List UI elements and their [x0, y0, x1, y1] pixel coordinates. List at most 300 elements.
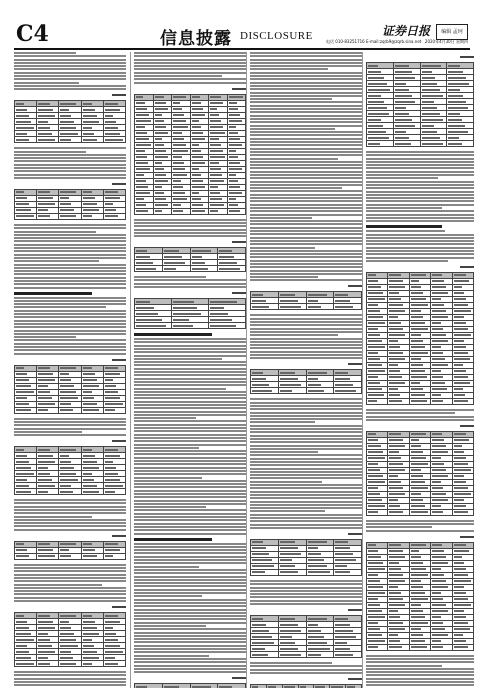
- table-cell: [447, 141, 474, 147]
- text-line: [134, 658, 246, 660]
- text-line: [250, 603, 362, 605]
- text-line: [134, 523, 246, 525]
- text-line: [250, 402, 362, 404]
- text-line: [366, 409, 474, 411]
- text-line: [250, 527, 362, 529]
- table-cell: [59, 489, 81, 495]
- text-line: [14, 320, 126, 322]
- text-line: [250, 256, 362, 258]
- text-line: [14, 287, 126, 289]
- text-line: [14, 502, 126, 504]
- text-line: [134, 533, 246, 535]
- text-line: [134, 655, 209, 657]
- table-caption: [134, 239, 246, 244]
- text-line: [134, 500, 246, 502]
- text-line: [14, 297, 126, 299]
- table-cell: [209, 208, 228, 214]
- text-line: [134, 566, 199, 568]
- text-line: [250, 435, 362, 437]
- text-line: [134, 361, 246, 363]
- text-line: [14, 157, 126, 159]
- text-line: [14, 516, 92, 518]
- table-cell: [334, 388, 362, 394]
- text-line: [366, 207, 442, 209]
- text-line: [250, 154, 362, 156]
- table-cell: [306, 388, 334, 394]
- table-cell: [388, 398, 409, 404]
- column-2: [130, 52, 246, 688]
- text-line: [14, 564, 126, 566]
- table-cell: [15, 553, 37, 559]
- text-line: [134, 496, 246, 498]
- text-line: [366, 668, 474, 670]
- column-3: [246, 52, 362, 688]
- text-line: [14, 224, 126, 226]
- text-line: [250, 471, 362, 473]
- table-caption: [366, 264, 474, 269]
- text-line: [250, 105, 362, 107]
- text-line: [250, 167, 362, 169]
- text-line: [14, 330, 126, 332]
- text-line: [250, 243, 362, 245]
- text-line: [134, 72, 246, 74]
- table-cell: [37, 213, 59, 219]
- text-line: [250, 415, 362, 417]
- data-table: [250, 615, 362, 658]
- table-cell: [278, 388, 306, 394]
- section-title-en: DISCLOSURE: [240, 30, 313, 42]
- text-line: [14, 257, 126, 259]
- text-line: [134, 609, 246, 611]
- text-line: [250, 197, 362, 199]
- text-line: [134, 414, 246, 416]
- table-cell: [59, 407, 81, 413]
- text-line: [250, 328, 362, 330]
- text-line: [250, 357, 362, 359]
- text-line: [250, 324, 362, 326]
- text-line: [250, 240, 362, 242]
- table-cell: [251, 388, 279, 394]
- text-line: [250, 461, 362, 463]
- text-line: [14, 170, 126, 172]
- text-line: [250, 321, 362, 323]
- column-4: [362, 52, 474, 688]
- text-line: [250, 398, 362, 400]
- text-line: [14, 529, 126, 531]
- text-line: [14, 234, 126, 236]
- text-line: [14, 684, 126, 686]
- text-line: [14, 580, 126, 582]
- text-line: [134, 371, 246, 373]
- text-line: [250, 514, 362, 516]
- text-line: [250, 85, 362, 87]
- text-line: [14, 227, 126, 229]
- text-line: [134, 384, 246, 386]
- text-line: [250, 82, 362, 84]
- text-line: [134, 374, 246, 376]
- text-line: [14, 584, 102, 586]
- text-line: [250, 338, 362, 340]
- text-line: [250, 454, 362, 456]
- date-line: 2020年4月30日 星期四: [424, 39, 468, 44]
- table-cell: [37, 489, 59, 495]
- text-line: [250, 266, 362, 268]
- text-line: [250, 583, 362, 585]
- table-cell: [388, 644, 409, 650]
- text-line: [366, 174, 474, 176]
- text-line: [14, 260, 99, 262]
- table-row: [367, 398, 474, 404]
- text-line: [250, 247, 315, 249]
- table-row: [135, 266, 246, 272]
- table-cell: [367, 509, 388, 515]
- text-line: [14, 240, 126, 242]
- text-line: [250, 88, 362, 90]
- text-line: [250, 487, 362, 489]
- data-table: [14, 612, 126, 667]
- page-code: C4: [16, 21, 49, 47]
- table-row: [251, 388, 362, 394]
- text-line: [250, 451, 318, 453]
- table-cell: [409, 644, 430, 650]
- text-line: [250, 260, 362, 262]
- text-line: [250, 662, 332, 664]
- text-line: [250, 331, 362, 333]
- text-line: [134, 559, 246, 561]
- text-line: [366, 167, 474, 169]
- text-line: [134, 516, 246, 518]
- table-row: [367, 644, 474, 650]
- text-line: [134, 460, 246, 462]
- data-table: [14, 189, 126, 220]
- subheading: [134, 538, 212, 541]
- data-table: [366, 272, 474, 405]
- text-line: [14, 167, 126, 169]
- text-line: [134, 605, 246, 607]
- data-table: [14, 100, 126, 143]
- text-line: [366, 665, 442, 667]
- text-line: [134, 407, 246, 409]
- text-line: [250, 187, 342, 189]
- text-line: [134, 55, 246, 57]
- table-cell: [218, 266, 246, 272]
- text-line: [250, 464, 362, 466]
- text-line: [14, 62, 126, 64]
- text-line: [250, 590, 362, 592]
- text-line: [14, 593, 126, 595]
- text-line: [14, 88, 126, 90]
- table-cell: [190, 266, 218, 272]
- text-line: [14, 154, 126, 156]
- text-line: [366, 187, 474, 189]
- table-row: [135, 323, 246, 329]
- text-line: [14, 681, 126, 683]
- text-line: [134, 358, 222, 360]
- table-cell: [81, 213, 103, 219]
- text-line: [14, 250, 126, 252]
- table-cell: [37, 553, 59, 559]
- table-cell: [37, 661, 59, 667]
- text-line: [250, 318, 362, 320]
- text-line: [250, 477, 362, 479]
- table-row: [251, 684, 362, 688]
- text-line: [14, 506, 126, 508]
- text-line: [250, 138, 362, 140]
- text-line: [250, 276, 318, 278]
- text-line: [250, 62, 362, 64]
- table-cell: [15, 407, 37, 413]
- table-caption: [366, 534, 474, 539]
- text-line: [134, 628, 246, 630]
- table-cell: [135, 266, 163, 272]
- text-line: [250, 468, 362, 470]
- table-cell: [162, 266, 190, 272]
- table-cell: [431, 509, 452, 515]
- text-line: [134, 582, 246, 584]
- text-line: [134, 556, 246, 558]
- text-line: [134, 78, 246, 80]
- text-line: [134, 513, 246, 515]
- text-line: [14, 82, 79, 84]
- text-line: [134, 427, 246, 429]
- text-line: [14, 55, 126, 57]
- text-line: [250, 491, 362, 493]
- text-line: [134, 351, 246, 353]
- text-line: [250, 481, 322, 483]
- text-line: [134, 420, 246, 422]
- text-line: [134, 668, 246, 670]
- text-line: [250, 144, 362, 146]
- text-line: [134, 615, 246, 617]
- text-line: [134, 572, 246, 574]
- section-title-cn: 信息披露: [160, 29, 232, 49]
- text-line: [134, 477, 202, 479]
- table-cell: [330, 684, 346, 688]
- table-row: [15, 407, 126, 413]
- text-line: [250, 354, 362, 356]
- text-line: [366, 247, 474, 249]
- text-line: [250, 237, 362, 239]
- text-line: [250, 194, 362, 196]
- text-line: [366, 523, 474, 525]
- text-line: [250, 181, 362, 183]
- table-row: [367, 509, 474, 515]
- text-line: [250, 174, 362, 176]
- data-table: [134, 298, 246, 329]
- text-line: [366, 171, 474, 173]
- text-line: [134, 648, 246, 650]
- text-line: [250, 101, 362, 103]
- text-line: [134, 519, 246, 521]
- text-line: [250, 334, 338, 336]
- text-line: [14, 85, 126, 87]
- text-line: [134, 219, 246, 221]
- text-line: [14, 78, 126, 80]
- text-line: [366, 671, 474, 673]
- text-line: [366, 214, 474, 216]
- table-cell: [306, 652, 334, 658]
- text-line: [134, 546, 246, 548]
- subheading: [366, 225, 442, 228]
- text-line: [14, 313, 126, 315]
- text-line: [250, 344, 362, 346]
- text-line: [250, 517, 362, 519]
- text-line: [14, 68, 126, 70]
- text-line: [134, 279, 246, 281]
- text-line: [14, 65, 126, 67]
- table-cell: [314, 684, 330, 688]
- text-line: [134, 444, 246, 446]
- text-line: [250, 445, 362, 447]
- text-line: [250, 253, 362, 255]
- text-line: [14, 283, 126, 285]
- text-line: [134, 457, 246, 459]
- text-line: [134, 526, 246, 528]
- text-line: [134, 232, 246, 234]
- table-caption: [14, 438, 126, 443]
- column-1: [14, 52, 126, 688]
- text-line: [134, 503, 246, 505]
- text-line: [366, 191, 474, 193]
- table-row: [135, 684, 246, 688]
- text-line: [14, 577, 126, 579]
- text-line: [134, 348, 246, 350]
- text-line: [14, 59, 126, 61]
- table-cell: [103, 137, 125, 143]
- text-line: [134, 404, 246, 406]
- table-row: [251, 569, 362, 575]
- table-cell: [306, 304, 334, 310]
- text-line: [250, 418, 362, 420]
- text-line: [134, 68, 246, 70]
- table-cell: [266, 684, 282, 688]
- table-cell: [278, 304, 306, 310]
- table-cell: [251, 652, 279, 658]
- table-caption: [250, 283, 362, 288]
- text-line: [134, 283, 246, 285]
- text-line: [366, 240, 474, 242]
- table-cell: [388, 509, 409, 515]
- table-cell: [81, 137, 103, 143]
- table-cell: [367, 398, 388, 404]
- table-caption: [134, 290, 246, 295]
- text-line: [134, 397, 246, 399]
- text-line: [14, 674, 126, 676]
- text-line: [250, 314, 362, 316]
- table-cell: [81, 661, 103, 667]
- data-table: [14, 541, 126, 560]
- table-cell: [298, 684, 314, 688]
- text-line: [366, 250, 474, 252]
- text-line: [366, 204, 474, 206]
- text-line: [366, 684, 474, 686]
- table-cell: [190, 208, 209, 214]
- text-line: [14, 247, 126, 249]
- text-line: [14, 519, 126, 521]
- table-cell: [409, 398, 430, 404]
- text-line: [250, 524, 362, 526]
- text-line: [250, 92, 362, 94]
- text-line: [14, 306, 106, 308]
- text-line: [250, 55, 362, 57]
- table-cell: [278, 569, 306, 575]
- text-line: [134, 490, 246, 492]
- text-line: [14, 353, 126, 355]
- text-line: [14, 231, 96, 233]
- table-cell: [103, 489, 125, 495]
- text-line: [134, 338, 246, 340]
- table-cell: [103, 407, 125, 413]
- text-line: [134, 595, 202, 597]
- text-line: [366, 655, 474, 657]
- text-line: [14, 160, 126, 162]
- text-line: [134, 543, 246, 545]
- text-line: [14, 147, 126, 149]
- text-line: [250, 665, 362, 667]
- table-cell: [306, 569, 334, 575]
- text-line: [134, 483, 246, 485]
- table-caption: [250, 361, 362, 366]
- table-row: [15, 553, 126, 559]
- text-line: [366, 658, 474, 660]
- text-line: [366, 158, 474, 160]
- table-cell: [367, 644, 388, 650]
- text-line: [14, 499, 126, 501]
- text-line: [14, 237, 126, 239]
- table-cell: [393, 141, 420, 147]
- table-caption: [14, 181, 126, 186]
- table-cell: [278, 652, 306, 658]
- subheading: [14, 292, 92, 295]
- text-line: [14, 678, 126, 680]
- table-cell: [209, 323, 246, 329]
- data-table: [250, 539, 362, 576]
- table-cell: [15, 213, 37, 219]
- table-row: [251, 304, 362, 310]
- table-cell: [81, 407, 103, 413]
- table-cell: [334, 652, 362, 658]
- text-line: [134, 622, 246, 624]
- table-cell: [251, 304, 279, 310]
- text-line: [366, 164, 474, 166]
- text-line: [250, 68, 328, 70]
- newspaper-name: 证券日报: [381, 24, 430, 38]
- text-line: [134, 424, 246, 426]
- text-line: [134, 394, 246, 396]
- text-line: [366, 678, 474, 680]
- text-line: [134, 368, 246, 370]
- text-line: [134, 641, 246, 643]
- text-line: [250, 161, 362, 163]
- text-line: [366, 416, 474, 418]
- text-line: [250, 227, 362, 229]
- table-row: [15, 137, 126, 143]
- text-line: [250, 351, 362, 353]
- table-cell: [334, 569, 362, 575]
- text-line: [14, 339, 126, 341]
- text-line: [134, 579, 246, 581]
- text-line: [134, 391, 246, 393]
- text-line: [250, 497, 362, 499]
- text-line: [14, 177, 126, 179]
- table-caption: [366, 54, 474, 59]
- text-line: [366, 200, 474, 202]
- table-cell: [172, 323, 209, 329]
- text-line: [14, 671, 126, 673]
- table-cell: [409, 509, 430, 515]
- text-line: [250, 72, 362, 74]
- text-line: [14, 597, 126, 599]
